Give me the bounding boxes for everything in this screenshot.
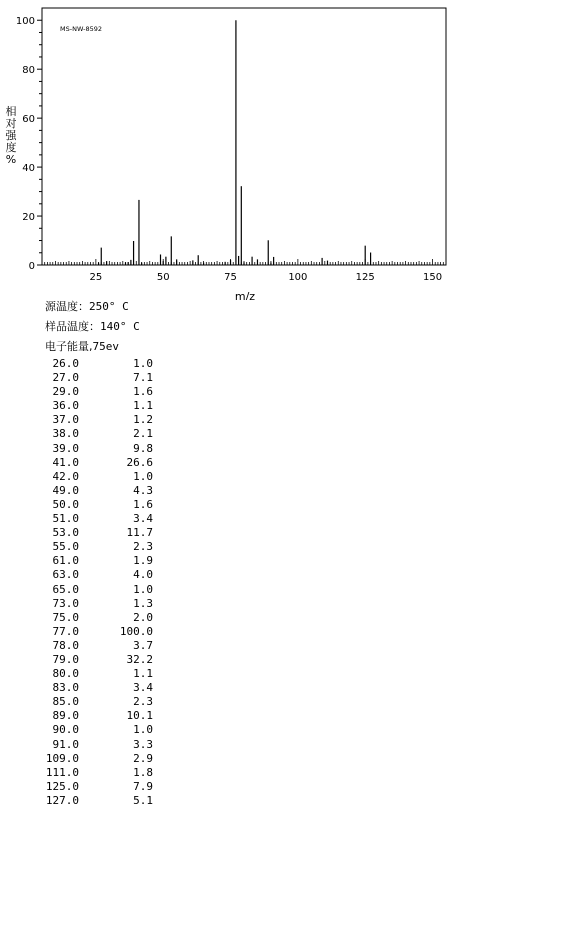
- peak-row: [40, 625, 160, 639]
- peak-abundance: 1.0: [133, 582, 153, 596]
- y-tick-label: 60: [22, 114, 35, 126]
- peak-mz: 78.0: [52, 638, 79, 652]
- peak-abundance: 26.6: [126, 455, 153, 469]
- peak-mz: 51.0: [52, 512, 79, 526]
- peak-abundance: 32.2: [126, 652, 153, 666]
- peak-mz: 41.0: [52, 455, 79, 469]
- peak-mz: 127.0: [45, 793, 79, 807]
- y-tick-label: 100: [15, 16, 35, 28]
- peak-abundance: 3.7: [133, 638, 153, 652]
- peak-mz: 53.0: [52, 526, 79, 540]
- energy-value: 75ev: [92, 340, 119, 353]
- peak-mz: 37.0: [52, 413, 79, 427]
- peak-mz: 125.0: [45, 779, 79, 793]
- peak-row: [40, 470, 160, 484]
- y-axis-label: [3, 106, 19, 166]
- peak-mz: 90.0: [52, 723, 79, 737]
- x-axis-label: m/z: [234, 290, 256, 300]
- peak-row: [40, 780, 160, 794]
- peak-mz: 26.0: [52, 357, 79, 370]
- peak-row: [40, 738, 160, 752]
- source-temp-label: 源温度：: [45, 300, 89, 313]
- peak-row: [40, 583, 160, 597]
- peak-abundance: 10.1: [126, 709, 153, 723]
- peak-abundance: 1.0: [133, 723, 153, 737]
- x-tick-label: 75: [224, 272, 237, 283]
- spectrum-bars: [99, 20, 371, 265]
- peak-mz: 38.0: [52, 427, 79, 441]
- peak-abundance: 2.9: [133, 751, 153, 765]
- peak-abundance: 1.6: [133, 497, 153, 511]
- peak-abundance: 3.3: [133, 737, 153, 751]
- peak-row: [40, 709, 160, 723]
- peak-abundance: 1.1: [133, 399, 153, 413]
- peak-row: [40, 611, 160, 625]
- peak-mz: 36.0: [52, 399, 79, 413]
- peak-mz: 111.0: [45, 765, 79, 779]
- y-tick-label: 20: [22, 212, 35, 224]
- peak-row: [40, 540, 160, 554]
- sample-temp-value: 140° C: [100, 320, 140, 333]
- peak-abundance: 1.3: [133, 596, 153, 610]
- peak-mz: 75.0: [52, 610, 79, 624]
- y-axis-label-char: 强: [5, 129, 17, 142]
- peak-abundance: 2.0: [133, 610, 153, 624]
- peak-abundance: 2.3: [133, 540, 153, 554]
- peak-row: [40, 667, 160, 681]
- peak-mz: 91.0: [52, 737, 79, 751]
- y-axis-label-char: 相: [5, 105, 17, 118]
- peak-row: [40, 752, 160, 766]
- peak-abundance: 1.9: [133, 554, 153, 568]
- peak-row: [40, 399, 160, 413]
- y-tick-label: 80: [22, 65, 35, 77]
- peak-abundance: 4.3: [133, 483, 153, 497]
- peak-row: [40, 681, 160, 695]
- peak-mz: 89.0: [52, 709, 79, 723]
- peak-abundance: 1.6: [133, 385, 153, 399]
- peak-abundance: 3.4: [133, 512, 153, 526]
- peak-row: [40, 498, 160, 512]
- x-tick-label: 50: [156, 272, 170, 283]
- peak-abundance: 7.1: [133, 371, 153, 385]
- peak-mz: 50.0: [52, 497, 79, 511]
- peak-row: [40, 385, 160, 399]
- peak-mz: 39.0: [52, 441, 79, 455]
- x-tick-label: 125: [355, 272, 375, 283]
- peak-abundance: 1.0: [133, 469, 153, 483]
- peak-row: [40, 723, 160, 737]
- peak-row: [40, 695, 160, 709]
- peak-mz: 49.0: [52, 483, 79, 497]
- peak-row: [40, 794, 160, 808]
- peak-abundance: 4.0: [133, 568, 153, 582]
- peak-row: [40, 484, 160, 498]
- peak-abundance: 1.8: [133, 765, 153, 779]
- peak-row: [40, 526, 160, 540]
- peak-row: [40, 456, 160, 470]
- peak-abundance: 1.2: [133, 413, 153, 427]
- peak-mz: 83.0: [52, 681, 79, 695]
- y-axis-label-char: %: [5, 153, 17, 166]
- y-tick-label: 0: [28, 261, 35, 272]
- energy-label: 电子能量,: [45, 340, 93, 353]
- peak-row: [40, 512, 160, 526]
- peak-abundance: 1.0: [133, 357, 153, 370]
- peak-mz: 65.0: [52, 582, 79, 596]
- peak-row: [40, 597, 160, 611]
- plot-frame: [42, 8, 446, 265]
- peak-mz: 55.0: [52, 540, 79, 554]
- y-axis-label-char: 度: [5, 141, 17, 154]
- peak-abundance: 9.8: [133, 441, 153, 455]
- peak-mz: 27.0: [52, 371, 79, 385]
- y-axis: [16, 16, 42, 272]
- measurement-conditions: [45, 300, 140, 360]
- peak-mz: 42.0: [52, 469, 79, 483]
- peak-row: [40, 357, 160, 371]
- spectrum-id-label: MS-NW-8592: [60, 25, 102, 33]
- y-tick-label: 40: [22, 163, 35, 175]
- x-tick-label: 100: [288, 272, 308, 283]
- peak-row: [40, 568, 160, 582]
- peak-row: [40, 639, 160, 653]
- peak-mz: 85.0: [52, 695, 79, 709]
- sample-temperature: [45, 320, 140, 340]
- peak-list: [40, 357, 160, 808]
- y-axis-label-char: 对: [5, 117, 17, 130]
- peak-row: [40, 371, 160, 385]
- peak-row: [40, 427, 160, 441]
- peak-abundance: 11.7: [126, 526, 153, 540]
- peak-row: [40, 413, 160, 427]
- peak-row: [40, 442, 160, 456]
- peak-abundance: 2.3: [133, 695, 153, 709]
- peak-row: [40, 653, 160, 667]
- x-tick-label: 25: [89, 272, 103, 283]
- peak-abundance: 3.4: [133, 681, 153, 695]
- peak-row: [40, 554, 160, 568]
- peak-mz: 80.0: [52, 667, 79, 681]
- peak-mz: 109.0: [45, 751, 79, 765]
- spectrum-chart: [0, 0, 570, 300]
- peak-mz: 63.0: [52, 568, 79, 582]
- peak-mz: 29.0: [52, 385, 79, 399]
- peak-mz: 77.0: [52, 624, 79, 638]
- peak-mz: 73.0: [52, 596, 79, 610]
- source-temperature: [45, 300, 140, 320]
- peak-mz: 79.0: [52, 652, 79, 666]
- peak-mz: 61.0: [52, 554, 79, 568]
- peak-abundance: 5.1: [133, 793, 153, 807]
- source-temp-value: 250° C: [89, 300, 129, 313]
- sample-temp-label: 样品温度：: [45, 320, 100, 333]
- peak-row: [40, 766, 160, 780]
- x-tick-label: 150: [422, 272, 443, 283]
- peak-abundance: 7.9: [133, 779, 153, 793]
- peak-abundance: 2.1: [133, 427, 153, 441]
- peak-abundance: 100.0: [119, 624, 153, 638]
- peak-abundance: 1.1: [133, 667, 153, 681]
